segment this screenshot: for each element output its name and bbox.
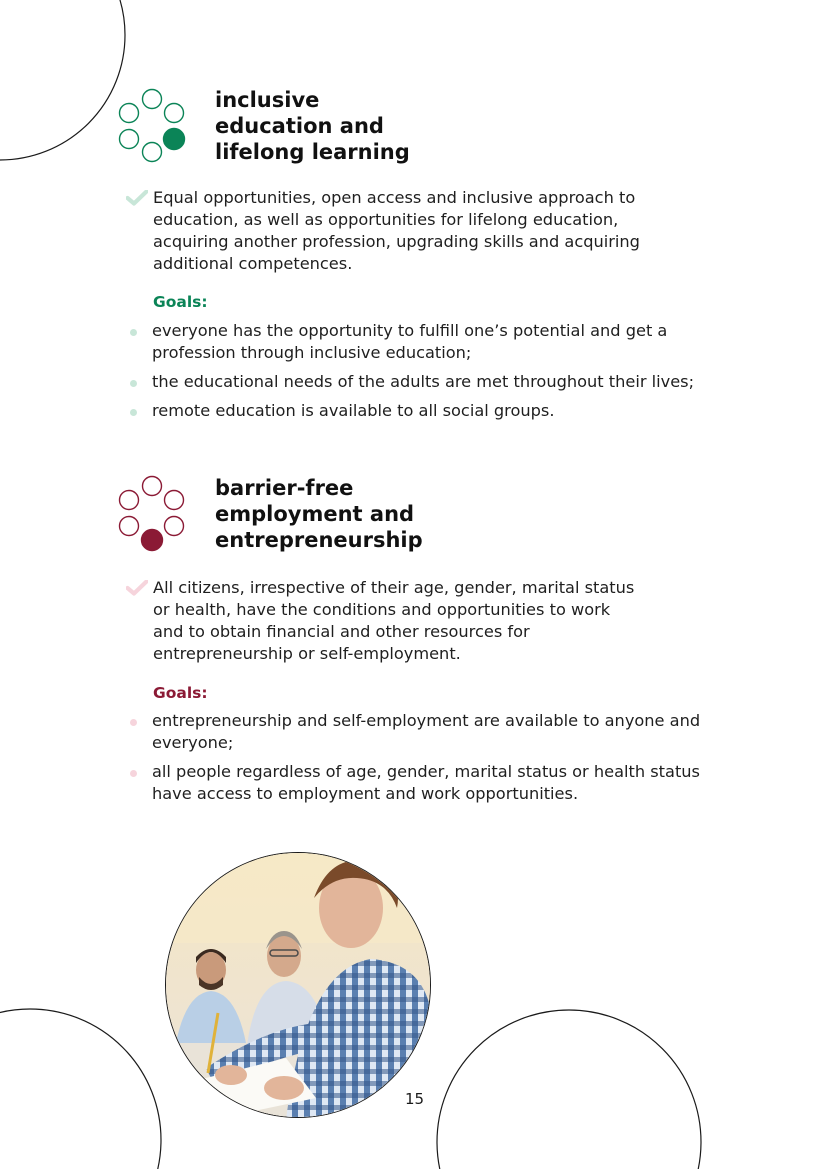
section-title-line: employment and [215,502,415,526]
page-number: 15 [405,1090,425,1108]
goal-text: everyone has the opportunity to fulfill one’s potential and get a profession through inclusive education; [152,321,668,362]
bullet-dot-icon [130,770,137,777]
section-title-line: entrepreneurship [215,528,423,552]
six-circle-ring-icon-red [115,473,187,553]
section-title-line: inclusive [215,88,320,112]
decor-circle-top-left [0,0,125,160]
list-item [130,761,710,805]
bullet-dot-icon [130,380,137,387]
photo-illustration [166,853,431,1118]
goal-text: remote education is available to all social groups. [152,401,555,420]
bullet-dot-icon [130,719,137,726]
photo-people-working-at-table [165,852,431,1118]
list-item [130,320,710,364]
section-intro: All citizens, irrespective of their age, gender, marital status or health, have the conditions and opportunities to work and to obtain financial and other resources for entrepreneurship or self-employment. [153,578,635,663]
section-title [215,475,515,553]
goal-text: the educational needs of the adults are met throughout their lives; [152,372,695,391]
goal-text: entrepreneurship and self-employment are available to anyone and everyone; [152,711,701,752]
section-title-line: education and [215,114,384,138]
list-item [130,710,710,754]
checkmark-icon [126,580,148,596]
goals-list [130,710,710,805]
list-item [130,371,710,393]
goals-label: Goals: [153,684,208,702]
goals-list [130,320,710,422]
decor-circle-bottom-right [437,1010,701,1169]
list-item [130,400,710,422]
six-circle-ring-icon-green [115,86,187,166]
goals-label: Goals: [153,293,208,311]
section-title-line: barrier-free [215,476,354,500]
section-intro: Equal opportunities, open access and inclusive approach to education, as well as opportunities for lifelong education, acquiring another profession, upgrading skills and acquiring additional competences. [153,188,640,273]
goal-text: all people regardless of age, gender, marital status or health status have access to employment and work opportunities. [152,762,700,803]
section-title [215,87,515,165]
decor-circle-bottom-left [0,1009,161,1169]
checkmark-icon [126,190,148,206]
bullet-dot-icon [130,329,137,336]
bullet-dot-icon [130,409,137,416]
section-title-line: lifelong learning [215,140,410,164]
